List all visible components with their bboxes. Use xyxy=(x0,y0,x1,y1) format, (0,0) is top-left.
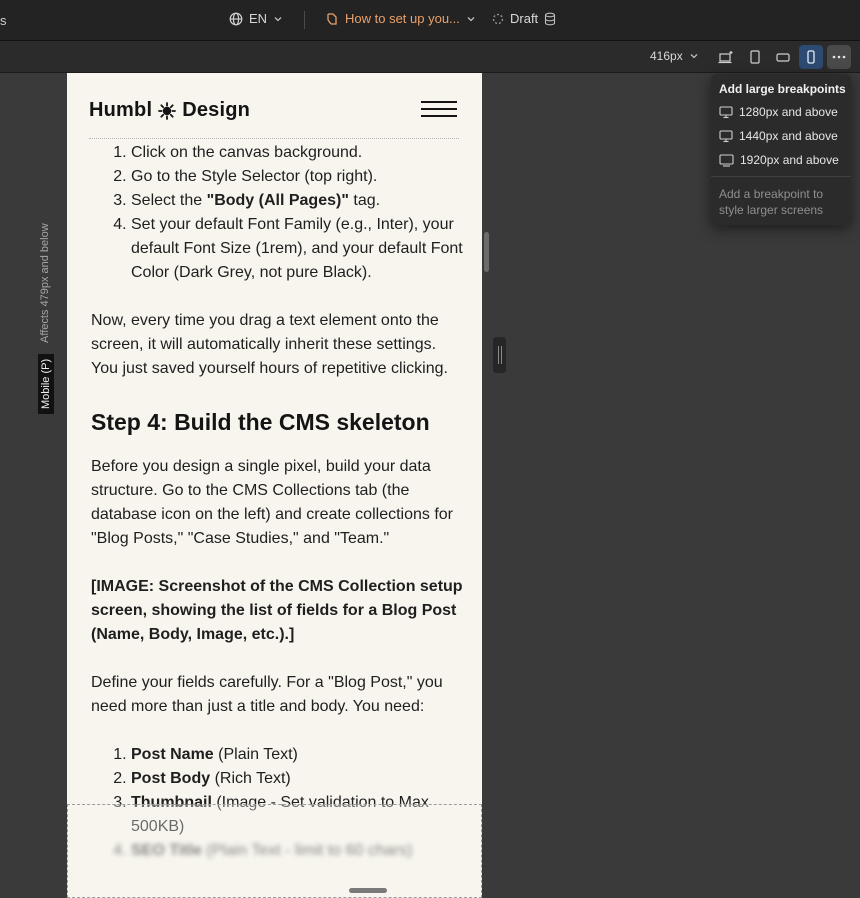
menu-hint: Add a breakpoint to style larger screens xyxy=(719,187,824,217)
chevron-down-icon xyxy=(273,14,283,24)
site-header[interactable] xyxy=(89,99,459,139)
top-bar xyxy=(0,0,860,41)
publish-status[interactable] xyxy=(492,11,556,26)
page-icon xyxy=(325,12,339,26)
list-item: 1. Post Name (Plain Text) xyxy=(131,743,463,767)
phone-landscape-icon xyxy=(776,51,790,63)
truncated-label: s xyxy=(0,13,7,28)
tablet-breakpoint-button[interactable] xyxy=(743,45,767,69)
tablet-icon xyxy=(749,50,761,64)
breakpoint-side-label xyxy=(36,210,54,420)
more-dots-icon xyxy=(832,55,846,59)
status-dotted-circle-icon xyxy=(492,13,504,25)
design-canvas[interactable] xyxy=(67,73,482,898)
menu-item-label: 1440px and above xyxy=(739,129,838,143)
chevron-down-icon xyxy=(689,51,699,61)
logo-text-left: Humbl xyxy=(89,99,153,121)
tv-icon xyxy=(719,154,734,167)
desktop-base-breakpoint-button[interactable] xyxy=(714,45,738,69)
list-item: 2. Go to the Style Selector (top right). xyxy=(131,165,463,189)
hamburger-menu-icon[interactable] xyxy=(421,100,457,118)
breakpoint-affects-text: Affects 479px and below xyxy=(39,223,51,343)
menu-item-label: 1280px and above xyxy=(739,105,838,119)
breakpoints-menu xyxy=(711,74,851,225)
language-label: EN xyxy=(249,11,268,26)
list-item: 4. SEO Title (Plain Text - limit to 60 chars) xyxy=(131,839,463,863)
setup-steps-list xyxy=(91,141,463,285)
logo-text-right: Design xyxy=(182,99,251,121)
breakpoint-mode-tag[interactable]: Mobile (P) xyxy=(38,354,54,414)
list-item: 3. Select the "Body (All Pages)" tag. xyxy=(131,189,463,213)
list-item: 4. Set your default Font Family (e.g., Inter), your default Font Size (1rem), and your default Font Color (Dark Grey, not pure Black). xyxy=(131,213,463,285)
paragraph: Define your fields carefully. For a "Blog Post," you need more than just a title and body. You need: xyxy=(91,674,443,715)
menu-title: Add large breakpoints xyxy=(719,82,846,96)
chevron-down-icon xyxy=(466,14,476,24)
list-item: 2. Post Body (Rich Text) xyxy=(131,767,463,791)
database-icon xyxy=(544,12,556,26)
breakpoint-toolbar xyxy=(0,41,860,73)
paragraph: Now, every time you drag a text element onto the screen, it will automatically inherit these settings. You just saved yourself hours of repetitive clicking. xyxy=(91,312,448,377)
list-item: 3. Thumbnail (Image - Set validation to Max 500KB) xyxy=(131,791,463,839)
canvas-bottom-handle[interactable] xyxy=(349,888,387,893)
article-body[interactable] xyxy=(91,141,463,863)
divider xyxy=(304,11,305,29)
viewport-width-selector[interactable] xyxy=(650,49,699,63)
canvas-scrollbar[interactable] xyxy=(484,232,489,272)
mobile-portrait-breakpoint-button[interactable] xyxy=(799,45,823,69)
breakpoint-1920-option[interactable] xyxy=(719,153,839,167)
more-options-button[interactable] xyxy=(827,45,851,69)
below-fold-overlay xyxy=(67,804,482,898)
sunburst-logo-icon xyxy=(158,102,176,120)
monitor-icon xyxy=(719,130,733,143)
breakpoint-1280-option[interactable] xyxy=(719,105,838,119)
page-selector[interactable] xyxy=(325,11,476,26)
mobile-landscape-breakpoint-button[interactable] xyxy=(771,45,795,69)
status-label: Draft xyxy=(510,11,539,26)
viewport-width-value: 416px xyxy=(650,49,683,63)
phone-portrait-icon xyxy=(805,50,817,64)
paragraph: Before you design a single pixel, build your data structure. Go to the CMS Collections tab (the database icon on the left) and create collections for "Blog Posts," "Case Studies," and "Team." xyxy=(91,458,453,547)
language-selector[interactable] xyxy=(229,11,283,26)
section-heading: Step 4: Build the CMS skeleton xyxy=(91,409,430,435)
divider xyxy=(711,176,851,177)
canvas-resize-handle[interactable] xyxy=(493,337,506,373)
list-item: 1. Click on the canvas background. xyxy=(131,141,463,165)
site-logo[interactable] xyxy=(89,99,250,122)
page-title: How to set up you... xyxy=(345,11,460,26)
monitor-icon xyxy=(719,106,733,119)
menu-item-label: 1920px and above xyxy=(740,153,839,167)
laptop-star-icon xyxy=(718,50,734,64)
globe-icon xyxy=(229,12,243,26)
breakpoint-1440-option[interactable] xyxy=(719,129,838,143)
image-placeholder-note: [IMAGE: Screenshot of the CMS Collection setup screen, showing the list of fields for a Blog Post (Name, Body, Image, etc.).] xyxy=(91,578,463,643)
